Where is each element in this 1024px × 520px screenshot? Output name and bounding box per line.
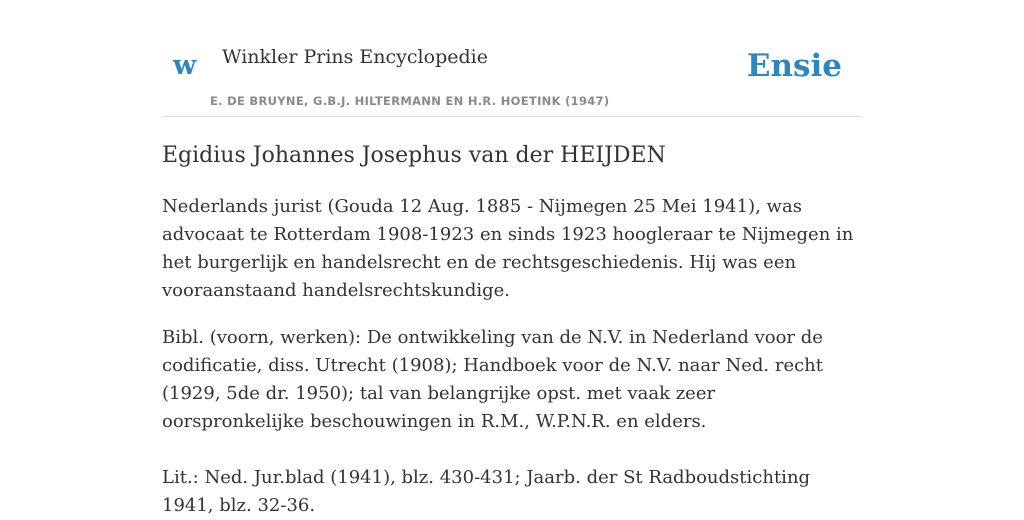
article-paragraph-literature: Lit.: Ned. Jur.blad (1941), blz. 430-431; Jaarb. der St Radboudstichting 1941, blz. 32-36. bbox=[162, 467, 811, 517]
publication-authors: E. DE BRUYNE, G.B.J. HILTERMANN EN H.R. HOETINK (1947) bbox=[210, 94, 610, 108]
publication-title[interactable]: Winkler Prins Encyclopedie bbox=[222, 46, 488, 68]
header bbox=[162, 0, 862, 117]
article-title: Egidius Johannes Josephus van der HEIJDEN bbox=[162, 143, 666, 168]
page bbox=[162, 0, 862, 520]
site-logo-icon[interactable]: w bbox=[173, 50, 197, 81]
article-paragraph-bibliography: Bibl. (voorn, werken): De ontwikkeling van de N.V. in Nederland voor de codificatie, diss. Utrecht (1908); Handboek voor de N.V. naar Ned. recht (1929, 5de dr. 1950); tal van belangrijke opst. met vaak zeer oorspronkelijke beschouwingen in R.M., W.P.N.R. en elders. bbox=[162, 327, 824, 433]
ensie-brand-logo[interactable]: Ensie bbox=[746, 48, 842, 84]
article-paragraph-description: Nederlands jurist (Gouda 12 Aug. 1885 - Nijmegen 25 Mei 1941), was advocaat te Rotterdam 1908-1923 en sinds 1923 hoogleraar te Nijmegen in het burgerlijk en handelsrecht en de rechtsgeschiedenis. Hij was een vooraanstaand handelsrechtskundige. bbox=[162, 196, 854, 302]
